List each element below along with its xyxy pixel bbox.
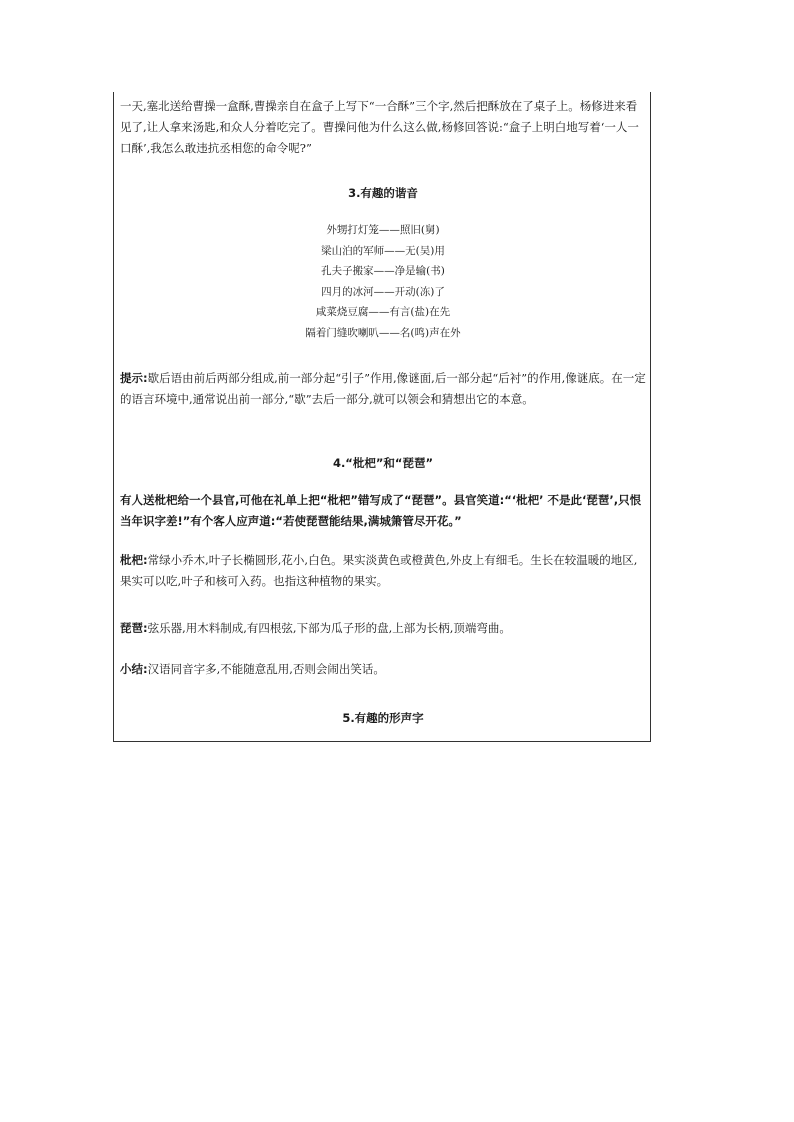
loquat-definition-paragraph <box>120 550 646 592</box>
summary-paragraph <box>120 659 646 680</box>
summary-label: 小结: <box>120 662 148 676</box>
loquat-definition: 常绿小乔木,叶子长椭圆形,花小,白色。果实淡黄色或橙黄色,外皮上有细毛。生长在较温暖的地区,果实可以吃,叶子和核可入药。也指这种植物的果实。 <box>120 553 638 588</box>
homophone-line: 外甥打灯笼——照旧(舅) <box>326 224 440 236</box>
tip-label: 提示: <box>120 371 148 385</box>
section-5-heading: 5.有趣的形声字 <box>342 711 424 725</box>
loquat-label: 枇杷: <box>120 553 148 567</box>
homophone-line: 隔着门缝吹喇叭——名(鸣)声在外 <box>305 326 461 339</box>
loquat-story-paragraph: 有人送枇杷给一个县官,可他在礼单上把“枇杷”错写成了“琵琶”。县官笑道:“‘枇杷’ 不是此‘琵琶’,只恨当年识字差!”有个客人应声道:“若使琵琶能结果,满城箫管尽开花。” <box>120 493 642 528</box>
pipa-definition-paragraph <box>120 618 646 639</box>
section-3-heading: 3.有趣的谐音 <box>348 186 418 200</box>
homophone-list <box>114 220 652 343</box>
homophone-line: 孔夫子搬家——净是输(书) <box>321 265 445 277</box>
tip-text: 歇后语由前后两部分组成,前一部分起“引子”作用,像谜面,后一部分起“后衬”的作用,像谜底。在一定的语言环境中,通常说出前一部分,“歇”去后一部分,就可以领会和猜想出它的本意。 <box>120 371 646 406</box>
homophone-line: 咸菜烧豆腐——有言(盐)在先 <box>315 306 451 318</box>
section-4-heading: 4.“枇杷”和“琵琶” <box>332 456 434 470</box>
homophone-line: 梁山泊的军师——无(吴)用 <box>321 244 445 257</box>
summary-text: 汉语同音字多,不能随意乱用,否则会闹出笑话。 <box>147 662 385 676</box>
content-table-cell <box>113 92 651 742</box>
pipa-definition: 弦乐器,用木料制成,有四根弦,下部为瓜子形的盘,上部为长柄,顶端弯曲。 <box>147 621 511 635</box>
pipa-label: 琵琶: <box>120 621 148 635</box>
homophone-line: 四月的冰河——开动(冻)了 <box>321 285 445 298</box>
yang-xiu-story-paragraph: 一天,塞北送给曹操一盒酥,曹操亲自在盒子上写下“一合酥”三个字,然后把酥放在了桌子上。杨修进来看见了,让人拿来汤匙,和众人分着吃完了。曹操问他为什么这么做,杨修回答说:“盒子上明白地写着‘一人一口酥’,我怎么敢违抗丞相您的命令呢?” <box>120 99 639 155</box>
tip-paragraph <box>120 368 646 410</box>
